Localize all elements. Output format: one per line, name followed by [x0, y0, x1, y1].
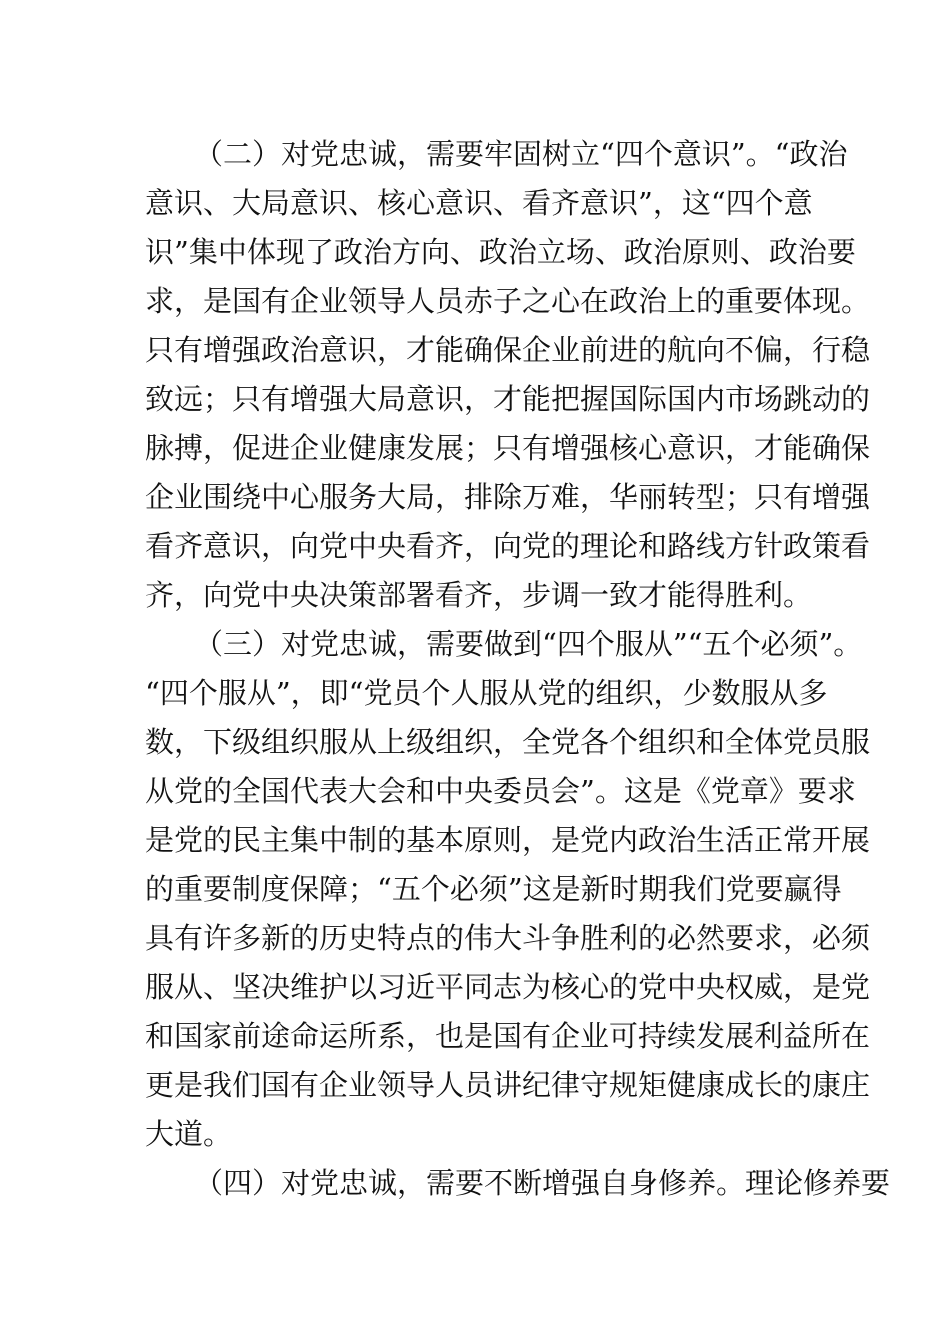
text-line: 和国家前途命运所系，也是国有企业可持续发展利益所在 [145, 1019, 871, 1053]
text-line: 识”集中体现了政治方向、政治立场、政治原则、政治要 [145, 235, 856, 269]
text-line: 的重要制度保障；“五个必须”这是新时期我们党要赢得 [145, 872, 842, 906]
text-line: 大道。 [145, 1117, 233, 1151]
text-line: 只有增强政治意识，才能确保企业前进的航向不偏，行稳 [145, 333, 871, 367]
text-line: 从党的全国代表大会和中央委员会”。这是《党章》要求 [145, 774, 856, 808]
text-line: 意识、大局意识、核心意识、看齐意识”，这“四个意 [145, 186, 813, 220]
text-line: （二）对党忠诚，需要牢固树立“四个意识”。“政治 [194, 137, 848, 171]
text-line: （四）对党忠诚，需要不断增强自身修养。理论修养要 [194, 1166, 891, 1200]
text-line: 企业围绕中心服务大局，排除万难，华丽转型；只有增强 [145, 480, 871, 514]
text-line: （三）对党忠诚，需要做到“四个服从”“五个必须”。 [194, 627, 863, 661]
text-line: “四个服从”，即“党员个人服从党的组织，少数服从多 [145, 676, 828, 710]
text-line: 求，是国有企业领导人员赤子之心在政治上的重要体现。 [145, 284, 871, 318]
text-line: 齐，向党中央决策部署看齐，步调一致才能得胜利。 [145, 578, 813, 612]
text-line: 具有许多新的历史特点的伟大斗争胜利的必然要求，必须 [145, 921, 871, 955]
text-line: 服从、坚决维护以习近平同志为核心的党中央权威，是党 [145, 970, 871, 1004]
text-line: 数，下级组织服从上级组织，全党各个组织和全体党员服 [145, 725, 871, 759]
text-line: 看齐意识，向党中央看齐，向党的理论和路线方针政策看 [145, 529, 871, 563]
text-line: 更是我们国有企业领导人员讲纪律守规矩健康成长的康庄 [145, 1068, 871, 1102]
text-line: 脉搏，促进企业健康发展；只有增强核心意识，才能确保 [145, 431, 871, 465]
text-line: 是党的民主集中制的基本原则，是党内政治生活正常开展 [145, 823, 871, 857]
text-line: 致远；只有增强大局意识，才能把握国际国内市场跳动的 [145, 382, 871, 416]
